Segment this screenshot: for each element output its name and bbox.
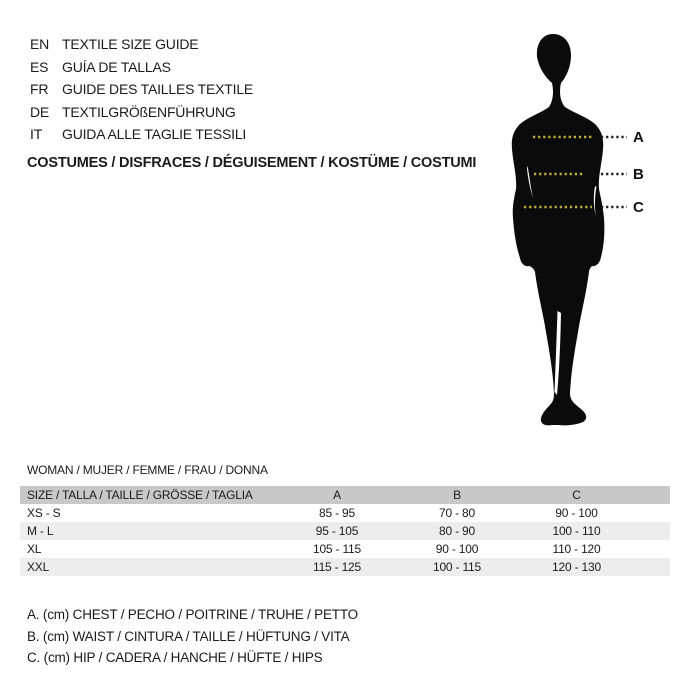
hip-cell: 90 - 100 <box>555 506 598 520</box>
legend-chest: A. (cm) CHEST / PECHO / POITRINE / TRUHE / PETTO <box>27 607 358 623</box>
size-cell: XS - S <box>27 506 61 520</box>
waist-cell: 90 - 100 <box>435 542 479 556</box>
size-table <box>20 486 670 576</box>
legend-waist: B. (cm) WAIST / CINTURA / TAILLE / HÜFTUNG / VITA <box>27 628 350 644</box>
table-row <box>20 558 670 576</box>
header-a: A <box>333 488 341 502</box>
language-code: EN <box>30 36 50 53</box>
size-cell: M - L <box>27 524 54 538</box>
table-row <box>20 522 670 540</box>
language-row-es <box>30 56 253 79</box>
hip-cell: 100 - 110 <box>552 524 601 538</box>
language-code: FR <box>30 81 49 98</box>
header-size: SIZE / TALLA / TAILLE / GRÖSSE / TAGLIA <box>27 488 253 502</box>
language-row-de <box>30 101 253 124</box>
table-section-title: WOMAN / MUJER / FEMME / FRAU / DONNA <box>27 463 268 477</box>
waist-cell: 100 - 115 <box>432 560 482 574</box>
hip-cell: 120 - 130 <box>552 560 601 574</box>
table-row <box>20 540 670 558</box>
language-label: TEXTILE SIZE GUIDE <box>62 36 199 53</box>
language-row-en <box>30 33 253 56</box>
language-row-fr <box>30 78 253 101</box>
chest-cell: 85 - 95 <box>319 506 355 520</box>
chest-cell: 95 - 105 <box>315 524 359 538</box>
legend-hip: C. (cm) HIP / CADERA / HANCHE / HÜFTE / HIPS <box>27 650 323 666</box>
chest-cell: 115 - 125 <box>312 560 362 574</box>
language-label: GUÍA DE TALLAS <box>62 58 171 75</box>
language-row-it <box>30 123 253 146</box>
header-b: B <box>453 488 461 502</box>
measurement-figure <box>470 25 660 435</box>
waist-cell: 80 - 90 <box>439 524 475 538</box>
size-cell: XXL <box>27 560 50 574</box>
table-header-row <box>20 486 670 504</box>
marker-label-b: B <box>633 166 644 183</box>
hip-cell: 110 - 120 <box>552 542 601 556</box>
waist-cell: 70 - 80 <box>439 506 475 520</box>
language-code: IT <box>30 126 43 143</box>
language-code: ES <box>30 58 49 75</box>
language-label: TEXTILGRÖßENFÜHRUNG <box>62 103 236 120</box>
measurement-legend <box>27 604 358 669</box>
category-title: COSTUMES / DISFRACES / DÉGUISEMENT / KOSTÜME / COSTUMI <box>27 155 477 171</box>
header-c: C <box>572 488 581 502</box>
marker-label-a: A <box>633 129 644 146</box>
language-label: GUIDE DES TAILLES TEXTILE <box>62 81 254 98</box>
chest-cell: 105 - 115 <box>312 542 362 556</box>
table-row <box>20 504 670 522</box>
size-cell: XL <box>27 542 42 556</box>
language-label: GUIDA ALLE TAGLIE TESSILI <box>62 126 247 143</box>
language-list <box>30 33 253 146</box>
marker-label-c: C <box>633 199 644 216</box>
language-code: DE <box>30 103 50 120</box>
